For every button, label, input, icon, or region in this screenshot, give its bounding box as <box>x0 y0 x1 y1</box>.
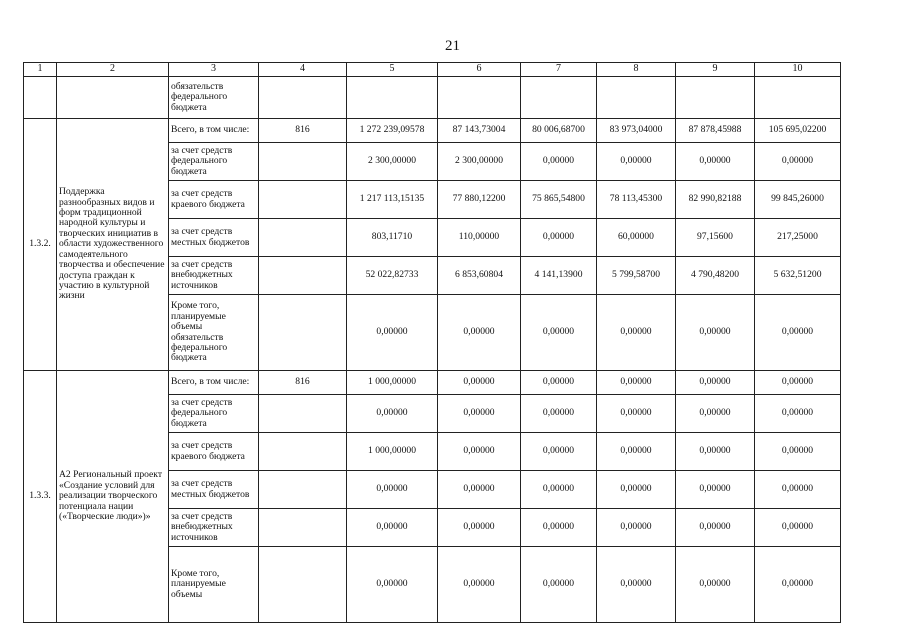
continuation-row <box>24 77 841 119</box>
funding-source-cell: за счет средств местных бюджетов <box>169 471 259 509</box>
column-header: 10 <box>755 63 841 77</box>
value-cell <box>597 77 676 119</box>
value-cell: 0,00000 <box>438 395 521 433</box>
funding-source-cell: за счет средств федерального бюджета <box>169 143 259 181</box>
value-cell: 0,00000 <box>438 371 521 395</box>
value-cell: 0,00000 <box>521 371 597 395</box>
value-cell: 1 217 113,15135 <box>347 181 438 219</box>
value-cell <box>676 77 755 119</box>
value-cell: 0,00000 <box>521 219 597 257</box>
funding-source-cell: за счет средств внебюджетных источников <box>169 509 259 547</box>
kbk-cell <box>259 257 347 295</box>
kbk-cell <box>259 143 347 181</box>
value-cell: 0,00000 <box>347 395 438 433</box>
value-cell: 97,15600 <box>676 219 755 257</box>
value-cell: 0,00000 <box>676 547 755 623</box>
value-cell: 0,00000 <box>438 433 521 471</box>
value-cell: 0,00000 <box>347 295 438 371</box>
funding-source-cell: Всего, в том числе: <box>169 119 259 143</box>
value-cell: 2 300,00000 <box>438 143 521 181</box>
value-cell: 2 300,00000 <box>347 143 438 181</box>
value-cell: 0,00000 <box>597 471 676 509</box>
value-cell: 0,00000 <box>438 509 521 547</box>
item-code-cell: 1.3.2. <box>24 119 57 371</box>
value-cell: 0,00000 <box>676 509 755 547</box>
kbk-cell <box>259 219 347 257</box>
kbk-cell <box>259 181 347 219</box>
kbk-cell: 816 <box>259 119 347 143</box>
name-cell <box>57 77 169 119</box>
value-cell <box>347 77 438 119</box>
kbk-cell <box>259 77 347 119</box>
value-cell: 83 973,04000 <box>597 119 676 143</box>
value-cell: 0,00000 <box>676 295 755 371</box>
column-header: 7 <box>521 63 597 77</box>
value-cell: 99 845,26000 <box>755 181 841 219</box>
value-cell: 60,00000 <box>597 219 676 257</box>
item-code-cell: 1.3.3. <box>24 371 57 623</box>
kbk-cell <box>259 471 347 509</box>
value-cell: 52 022,82733 <box>347 257 438 295</box>
value-cell: 0,00000 <box>597 509 676 547</box>
value-cell: 0,00000 <box>438 547 521 623</box>
kbk-cell <box>259 547 347 623</box>
column-header: 9 <box>676 63 755 77</box>
funding-source-cell: за счет средств местных бюджетов <box>169 219 259 257</box>
column-header: 3 <box>169 63 259 77</box>
column-header: 1 <box>24 63 57 77</box>
value-cell: 75 865,54800 <box>521 181 597 219</box>
value-cell: 0,00000 <box>755 295 841 371</box>
value-cell: 6 853,60804 <box>438 257 521 295</box>
value-cell: 0,00000 <box>521 143 597 181</box>
value-cell: 0,00000 <box>521 295 597 371</box>
funding-source-cell: обязательств федерального бюджета <box>169 77 259 119</box>
value-cell: 0,00000 <box>438 471 521 509</box>
value-cell: 0,00000 <box>347 509 438 547</box>
value-cell: 78 113,45300 <box>597 181 676 219</box>
column-header: 4 <box>259 63 347 77</box>
column-number-row <box>24 63 841 77</box>
value-cell: 217,25000 <box>755 219 841 257</box>
value-cell: 105 695,02200 <box>755 119 841 143</box>
value-cell: 0,00000 <box>597 295 676 371</box>
item-name-cell: А2 Региональный проект «Создание условий для реализации творческого потенциала нации («Творческие люди»)» <box>57 371 169 623</box>
value-cell: 87 143,73004 <box>438 119 521 143</box>
value-cell: 0,00000 <box>597 433 676 471</box>
funding-source-cell: за счет средств краевого бюджета <box>169 433 259 471</box>
kbk-cell <box>259 395 347 433</box>
value-cell: 4 141,13900 <box>521 257 597 295</box>
column-header: 8 <box>597 63 676 77</box>
value-cell <box>438 77 521 119</box>
value-cell: 0,00000 <box>347 547 438 623</box>
value-cell: 4 790,48200 <box>676 257 755 295</box>
value-cell: 0,00000 <box>676 471 755 509</box>
value-cell: 0,00000 <box>438 295 521 371</box>
value-cell: 0,00000 <box>521 471 597 509</box>
value-cell: 0,00000 <box>521 395 597 433</box>
column-header: 2 <box>57 63 169 77</box>
value-cell: 0,00000 <box>755 395 841 433</box>
page-number: 21 <box>445 38 460 54</box>
item-name-cell: Поддержка разнообразных видов и форм традиционной народной культуры и творческих инициатив в области художественного самодеятельного творчества и обеспечение доступа граждан к участию в культурной жизни <box>57 119 169 371</box>
value-cell: 0,00000 <box>521 509 597 547</box>
value-cell: 1 000,00000 <box>347 433 438 471</box>
funding-source-cell: за счет средств федерального бюджета <box>169 395 259 433</box>
kbk-cell <box>259 433 347 471</box>
value-cell: 0,00000 <box>676 371 755 395</box>
value-cell: 0,00000 <box>597 395 676 433</box>
value-cell: 0,00000 <box>755 143 841 181</box>
funding-source-cell: за счет средств внебюджетных источников <box>169 257 259 295</box>
value-cell: 0,00000 <box>755 371 841 395</box>
value-cell: 0,00000 <box>676 143 755 181</box>
value-cell: 82 990,82188 <box>676 181 755 219</box>
funding-source-cell: Всего, в том числе: <box>169 371 259 395</box>
kbk-cell <box>259 509 347 547</box>
code-cell <box>24 77 57 119</box>
value-cell: 0,00000 <box>521 547 597 623</box>
value-cell: 0,00000 <box>755 433 841 471</box>
value-cell: 803,11710 <box>347 219 438 257</box>
value-cell: 87 878,45988 <box>676 119 755 143</box>
column-header: 6 <box>438 63 521 77</box>
value-cell: 80 006,68700 <box>521 119 597 143</box>
value-cell: 0,00000 <box>347 471 438 509</box>
value-cell: 0,00000 <box>597 547 676 623</box>
column-header: 5 <box>347 63 438 77</box>
value-cell: 0,00000 <box>597 371 676 395</box>
value-cell: 1 272 239,09578 <box>347 119 438 143</box>
value-cell: 0,00000 <box>755 547 841 623</box>
kbk-cell <box>259 295 347 371</box>
value-cell: 1 000,00000 <box>347 371 438 395</box>
kbk-cell: 816 <box>259 371 347 395</box>
financing-row <box>24 119 841 143</box>
value-cell: 77 880,12200 <box>438 181 521 219</box>
funding-source-cell: Кроме того, планируемые объемы обязательств федерального бюджета <box>169 295 259 371</box>
value-cell: 110,00000 <box>438 219 521 257</box>
value-cell: 0,00000 <box>597 143 676 181</box>
value-cell: 0,00000 <box>755 509 841 547</box>
value-cell: 0,00000 <box>676 433 755 471</box>
value-cell: 0,00000 <box>521 433 597 471</box>
value-cell: 0,00000 <box>755 471 841 509</box>
value-cell: 5 632,51200 <box>755 257 841 295</box>
funding-source-cell: за счет средств краевого бюджета <box>169 181 259 219</box>
funding-source-cell: Кроме того, планируемые объемы <box>169 547 259 623</box>
value-cell <box>521 77 597 119</box>
value-cell: 5 799,58700 <box>597 257 676 295</box>
financing-row <box>24 371 841 395</box>
budget-table <box>23 62 841 623</box>
value-cell <box>755 77 841 119</box>
value-cell: 0,00000 <box>676 395 755 433</box>
